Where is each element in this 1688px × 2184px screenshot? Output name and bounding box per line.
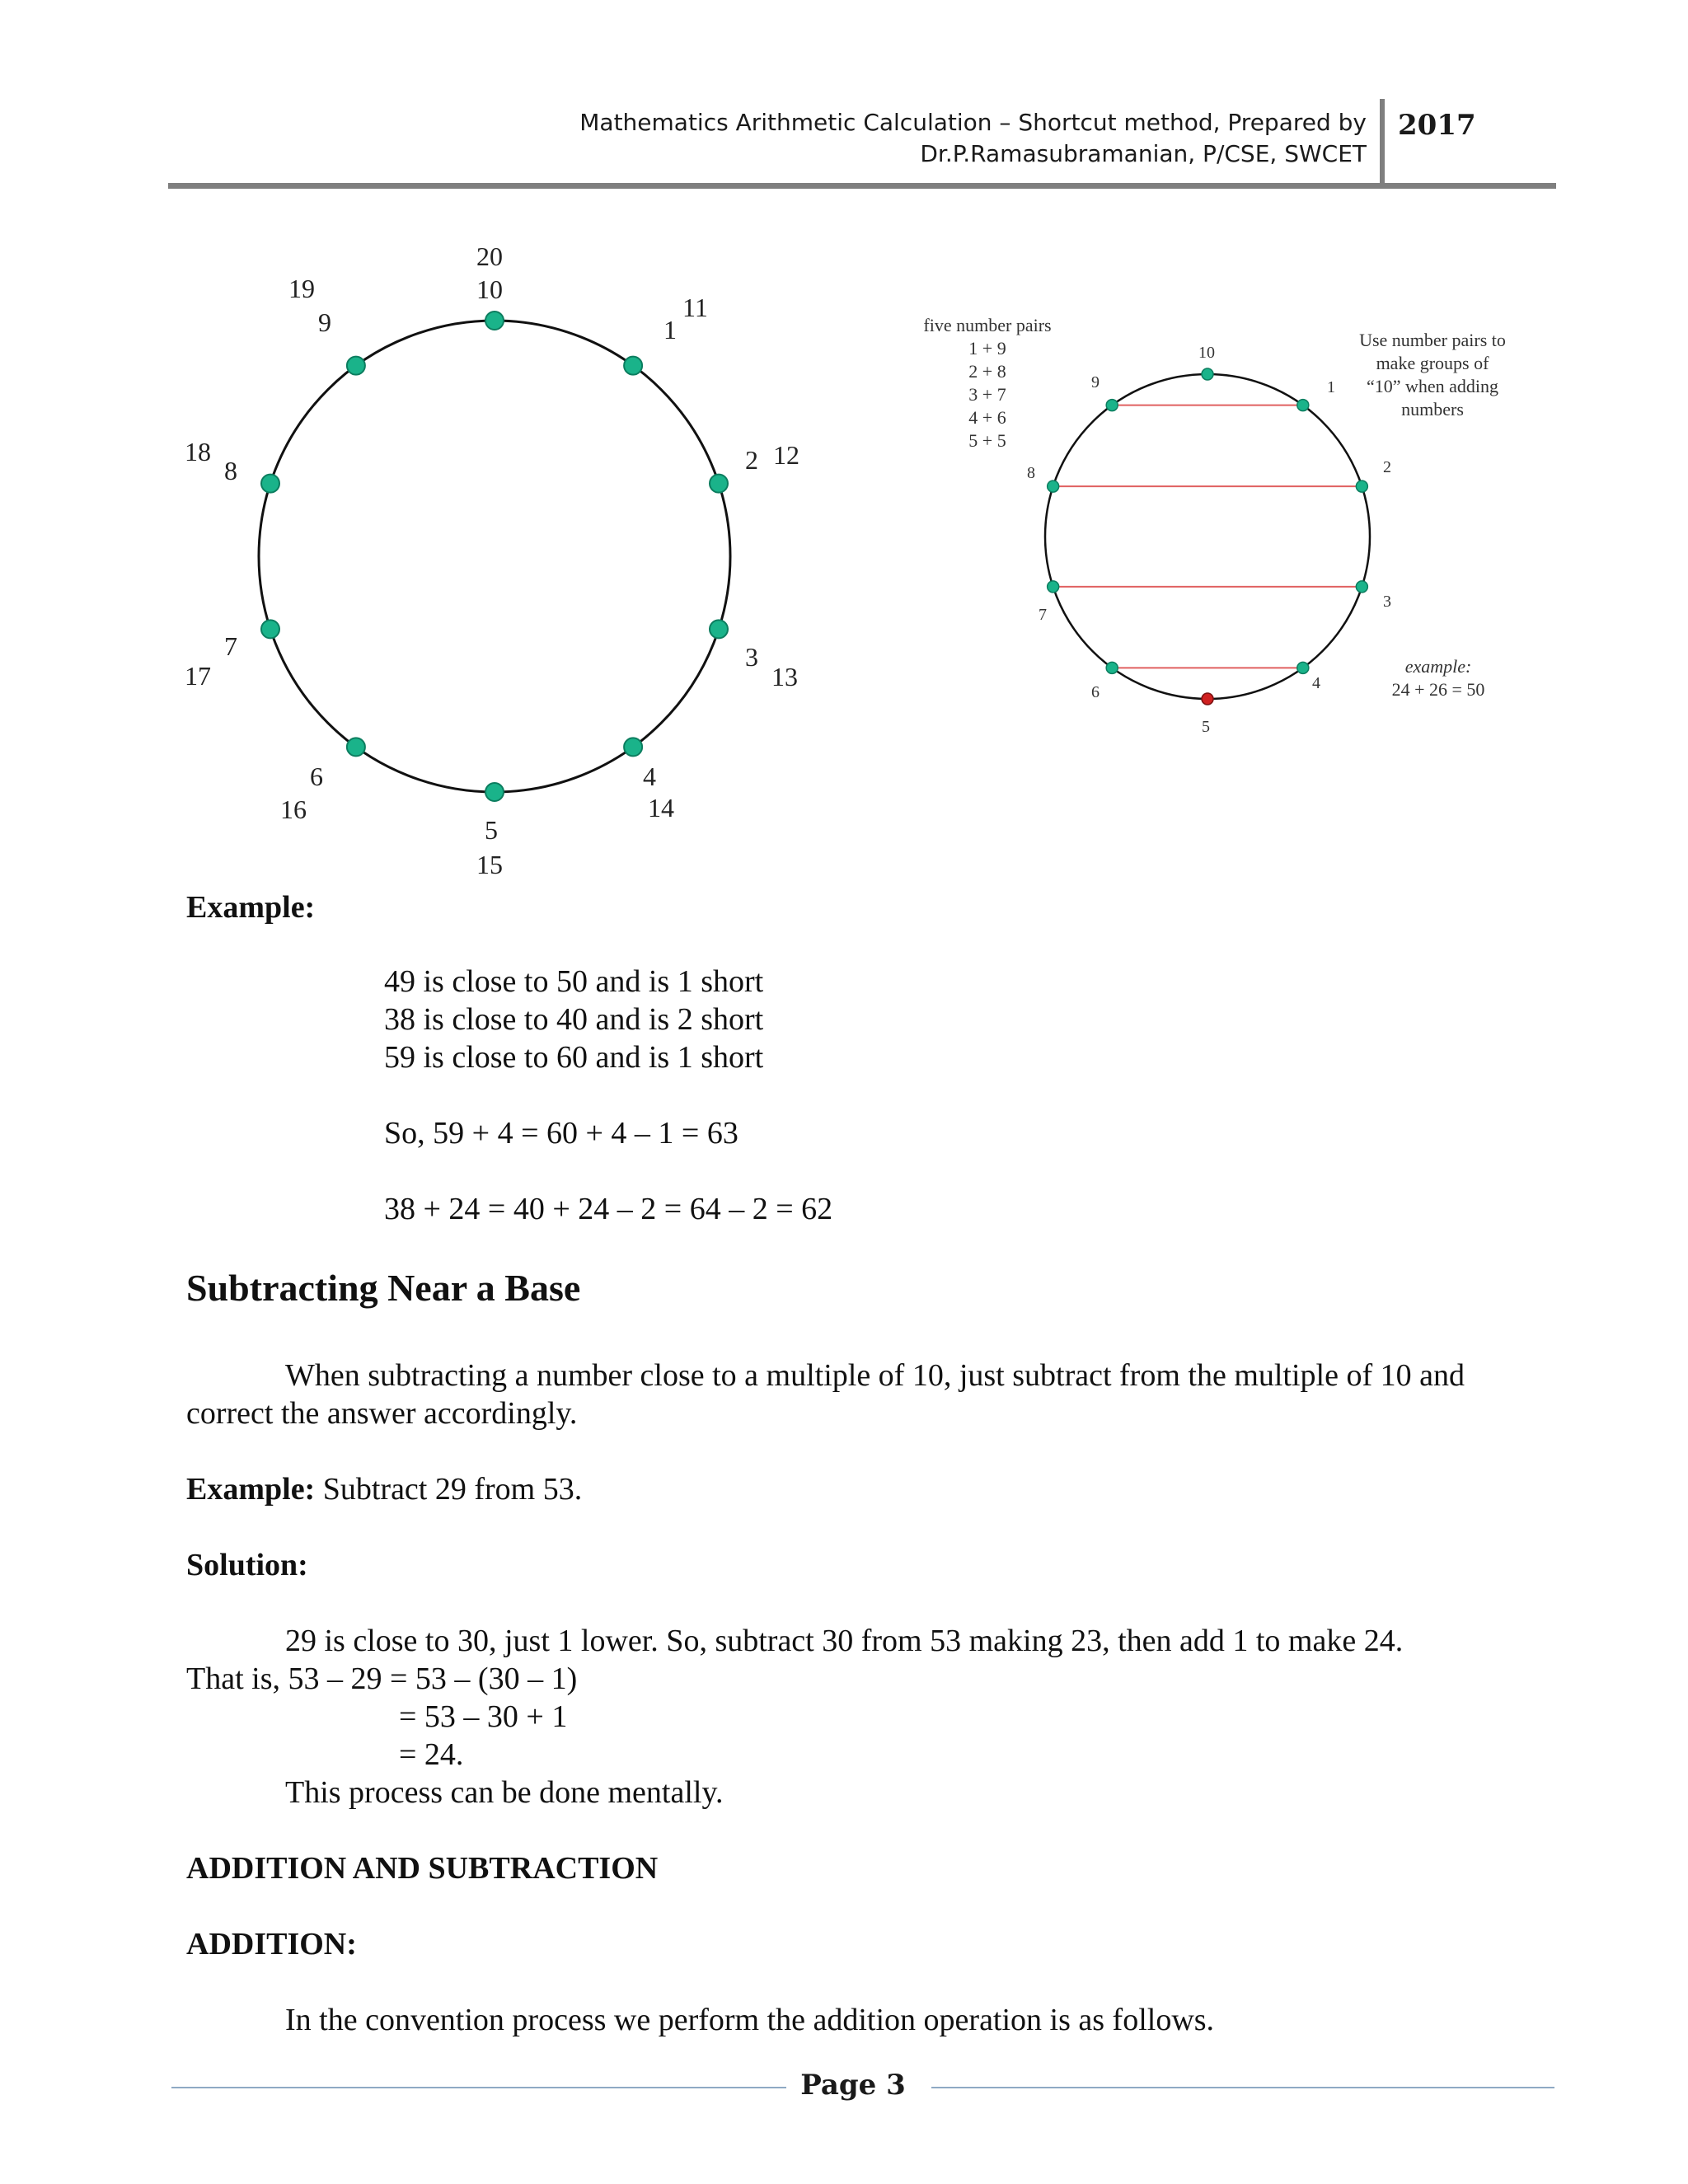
header-year: 2017 bbox=[1398, 109, 1476, 142]
pairs-dot-4 bbox=[1297, 662, 1309, 673]
circle-label-8: 8 bbox=[224, 456, 237, 485]
pair-3-7: 3 + 7 bbox=[968, 384, 1006, 405]
heading-addition: ADDITION: bbox=[186, 1927, 357, 1961]
so-line: So, 59 + 4 = 60 + 4 – 1 = 63 bbox=[384, 1116, 738, 1151]
pairs-note-line1: Use number pairs to bbox=[1359, 330, 1506, 350]
header-rule bbox=[168, 183, 1556, 189]
circle-dot-4 bbox=[624, 738, 642, 756]
pairs-dot-5 bbox=[1202, 693, 1213, 705]
pairs-note-line3: “10” when adding bbox=[1366, 376, 1499, 396]
header-title-line2: Dr.P.Ramasubramanian, P/CSE, SWCET bbox=[920, 140, 1367, 167]
pairs-example-label: example: bbox=[1404, 656, 1472, 677]
footer-rule-left bbox=[171, 2087, 786, 2088]
circle-dot-3 bbox=[710, 620, 728, 638]
circle-dot-8 bbox=[261, 475, 279, 493]
pairs-label-1: 1 bbox=[1327, 378, 1335, 396]
circle-dot-5 bbox=[485, 783, 504, 801]
pairs-dot-1 bbox=[1297, 400, 1309, 411]
footer-rule-right bbox=[931, 2087, 1554, 2088]
pairs-label-3: 3 bbox=[1383, 593, 1391, 611]
number-pairs-diagram bbox=[907, 305, 1533, 750]
circle-label-4: 4 bbox=[643, 762, 656, 791]
solution-line-2: That is, 53 – 29 = 53 – (30 – 1) bbox=[186, 1661, 578, 1696]
circle-label-20: 20 bbox=[476, 241, 503, 271]
pairs-label-9: 9 bbox=[1091, 373, 1100, 391]
pairs-circle bbox=[1045, 374, 1370, 699]
pairs-dot-9 bbox=[1106, 400, 1118, 411]
pairs-dot-10 bbox=[1202, 368, 1213, 380]
circle-label-3: 3 bbox=[745, 642, 758, 672]
circle-label-12: 12 bbox=[773, 440, 799, 470]
example2-label: Example: bbox=[186, 1472, 316, 1507]
pairs-label-8: 8 bbox=[1027, 464, 1035, 482]
header-title-line1: Mathematics Arithmetic Calculation – Shortcut method, Prepared by bbox=[579, 109, 1367, 136]
last-paragraph: In the convention process we perform the addition operation is as follows. bbox=[285, 2003, 1215, 2037]
circle-dot-9 bbox=[347, 357, 365, 375]
circle-label-2: 2 bbox=[745, 445, 758, 475]
circle-dot-10 bbox=[485, 312, 504, 330]
pair-2-8: 2 + 8 bbox=[968, 361, 1006, 382]
header-title bbox=[377, 107, 1367, 170]
pairs-example-value: 24 + 26 = 50 bbox=[1391, 679, 1485, 700]
pairs-dot-6 bbox=[1106, 662, 1118, 673]
example2-text: Subtract 29 from 53. bbox=[315, 1472, 583, 1507]
solution-line-3: = 53 – 30 + 1 bbox=[399, 1699, 568, 1734]
section-heading: Subtracting Near a Base bbox=[186, 1267, 581, 1309]
circle-label-14: 14 bbox=[648, 793, 674, 823]
pairs-dot-7 bbox=[1048, 581, 1059, 593]
number-circle bbox=[259, 321, 730, 792]
page-number: Page 3 bbox=[800, 2069, 906, 2102]
solution-line-1: 29 is close to 30, just 1 lower. So, subtract 30 from 53 making 23, then add 1 to make 24. bbox=[285, 1624, 1404, 1658]
calc-line: 38 + 24 = 40 + 24 – 2 = 64 – 2 = 62 bbox=[384, 1192, 833, 1226]
example2-line bbox=[186, 1470, 582, 1508]
circle-label-18: 18 bbox=[185, 437, 211, 466]
circle-label-6: 6 bbox=[310, 762, 323, 791]
circle-label-13: 13 bbox=[771, 662, 798, 691]
pair-4-6: 4 + 6 bbox=[968, 407, 1006, 428]
close-line-2: 38 is close to 40 and is 2 short bbox=[384, 1002, 764, 1037]
circle-label-7: 7 bbox=[224, 631, 237, 661]
circle-label-17: 17 bbox=[185, 661, 211, 691]
pairs-label-10: 10 bbox=[1198, 344, 1215, 362]
circle-label-5: 5 bbox=[485, 815, 498, 845]
heading-addition-subtraction: ADDITION AND SUBTRACTION bbox=[186, 1851, 659, 1886]
pairs-label-2: 2 bbox=[1383, 458, 1391, 476]
pairs-dot-8 bbox=[1048, 480, 1059, 492]
circle-label-19: 19 bbox=[288, 274, 315, 303]
pairs-note-line2: make groups of bbox=[1376, 353, 1489, 373]
header-divider bbox=[1380, 99, 1385, 185]
pairs-label-4: 4 bbox=[1312, 674, 1320, 692]
close-line-1: 49 is close to 50 and is 1 short bbox=[384, 964, 764, 999]
number-circle-diagram bbox=[165, 231, 841, 890]
solution-line-4: = 24. bbox=[399, 1737, 464, 1772]
solution-heading: Solution: bbox=[186, 1548, 308, 1582]
pairs-label-6: 6 bbox=[1091, 683, 1100, 701]
para1-line1: When subtracting a number close to a multiple of 10, just subtract from the multiple of 10 and bbox=[285, 1358, 1465, 1393]
pairs-label-5: 5 bbox=[1202, 718, 1210, 736]
para1-line2: correct the answer accordingly. bbox=[186, 1396, 578, 1431]
circle-label-11: 11 bbox=[682, 293, 708, 322]
pair-5-5: 5 + 5 bbox=[968, 430, 1006, 451]
circle-dot-7 bbox=[261, 620, 279, 638]
circle-dot-2 bbox=[710, 475, 728, 493]
example-heading: Example: bbox=[186, 890, 316, 925]
close-line-3: 59 is close to 60 and is 1 short bbox=[384, 1040, 764, 1075]
pairs-dot-2 bbox=[1356, 480, 1367, 492]
pairs-label-7: 7 bbox=[1039, 606, 1047, 624]
circle-label-1: 1 bbox=[663, 315, 677, 344]
circle-label-10: 10 bbox=[476, 274, 503, 304]
circle-dot-1 bbox=[624, 357, 642, 375]
pairs-dot-3 bbox=[1356, 581, 1367, 593]
circle-label-16: 16 bbox=[280, 794, 307, 824]
pairs-title: five number pairs bbox=[923, 315, 1052, 335]
circle-dot-6 bbox=[347, 738, 365, 756]
pair-1-9: 1 + 9 bbox=[968, 338, 1006, 359]
solution-line-5: This process can be done mentally. bbox=[285, 1775, 724, 1810]
pairs-note-line4: numbers bbox=[1401, 399, 1464, 419]
circle-label-15: 15 bbox=[476, 850, 503, 879]
circle-label-9: 9 bbox=[318, 307, 331, 337]
